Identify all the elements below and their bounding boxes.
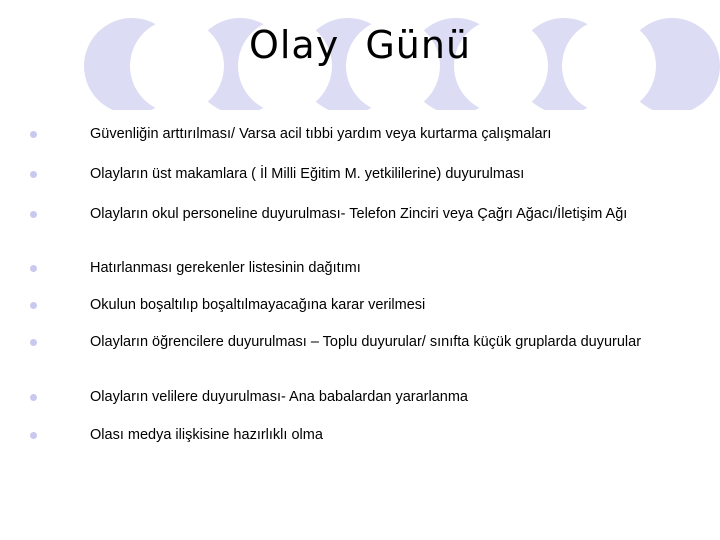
bullet-item: Olayların öğrencilere duyurulması – Toplu duyurular/ sınıfta küçük gruplarda duyurular [90, 334, 642, 350]
bullet-item: Olayların okul personeline duyurulması- Telefon Zinciri veya Çağrı Ağacı/İletişim Ağı [90, 206, 628, 222]
bullet-dot [30, 302, 37, 309]
bullet-dot [30, 131, 37, 138]
bullet-dot [30, 171, 37, 178]
bullet-dot [30, 265, 37, 272]
bullet-item: Olayların velilere duyurulması- Ana babalardan yararlanma [90, 389, 468, 405]
bullet-dot [30, 394, 37, 401]
bullet-dot [30, 339, 37, 346]
bullet-item: Hatırlanması gerekenler listesinin dağıtımı [90, 260, 361, 276]
bullet-dot [30, 211, 37, 218]
bullet-item: Olası medya ilişkisine hazırlıklı olma [90, 427, 323, 443]
bullet-item: Olayların üst makamlara ( İl Milli Eğitim M. yetkililerine) duyurulması [90, 166, 525, 182]
bullet-item: Güvenliğin arttırılması/ Varsa acil tıbbi yardım veya kurtarma çalışmaları [90, 126, 552, 142]
slide-title: Olay Günü [248, 23, 472, 67]
bullet-item: Okulun boşaltılıp boşaltılmayacağına karar verilmesi [90, 297, 426, 313]
bullet-dot [30, 432, 37, 439]
